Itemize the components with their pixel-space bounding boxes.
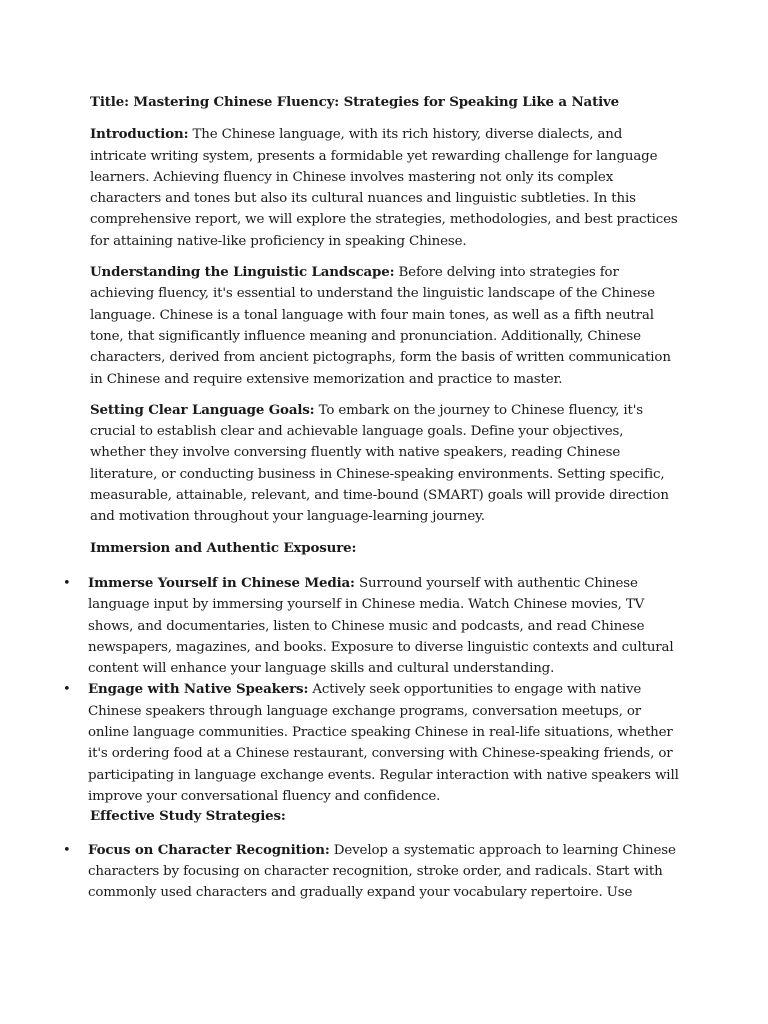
landscape-paragraph	[90, 262, 680, 390]
immersion-heading: Immersion and Authentic Exposure:	[90, 539, 357, 556]
bullet-icon: •	[63, 575, 71, 591]
list-item	[63, 679, 680, 807]
landscape-lead: Understanding the Linguistic Landscape:	[90, 264, 395, 281]
list-item-lead: Immerse Yourself in Chinese Media:	[88, 574, 355, 591]
study-list	[63, 840, 680, 904]
goals-body: To embark on the journey to Chinese fluency, it's crucial to establish clear and achievable language goals. Define your objectives, whether they involve conversing fluently with native speakers, reading Chinese literature, or conducting business in Chinese-speaking environments. Setting specific, measurable, attainable, relevant, and time-bound (SMART) goals will provide direction and motivation throughout your language-learning journey.	[90, 402, 669, 525]
document-title: Title: Mastering Chinese Fluency: Strategies for Speaking Like a Native	[90, 94, 620, 110]
list-item-body: Actively seek opportunities to engage with native Chinese speakers through language exchange programs, conversation meetups, or online language communities. Practice speaking Chinese in real-life situations, whether it's ordering food at a Chinese restaurant, conversing with Chinese-speaking friends, or participating in language exchange events. Regular interaction with native speakers will improve your conversational fluency and confidence.	[88, 682, 679, 804]
bullet-icon: •	[63, 682, 71, 698]
intro-lead: Introduction:	[90, 126, 189, 143]
list-item-lead: Engage with Native Speakers:	[88, 681, 309, 698]
bullet-icon: •	[63, 842, 71, 858]
intro-paragraph	[90, 124, 680, 252]
list-item-lead: Focus on Character Recognition:	[88, 841, 330, 858]
landscape-body: Before delving into strategies for achieving fluency, it's essential to understand the linguistic landscape of the Chinese language. Chinese is a tonal language with four main tones, as well as a fifth neutral tone, that significantly influence meaning and pronunciation. Additionally, Chinese characters, derived from ancient pictographs, form the basis of written communication in Chinese and require extensive memorization and practice to master.	[90, 265, 671, 387]
document-body	[63, 92, 680, 903]
list-item	[63, 573, 680, 679]
study-heading: Effective Study Strategies:	[90, 808, 286, 825]
intro-body: The Chinese language, with its rich history, diverse dialects, and intricate writing system, presents a formidable yet rewarding challenge for language learners. Achieving fluency in Chinese involves mastering not only its complex characters and tones but also its cultural nuances and linguistic subtleties. In this comprehensive report, we will explore the strategies, methodologies, and best practices for attaining native-like proficiency in speaking Chinese.	[90, 127, 678, 249]
list-item-body: Surround yourself with authentic Chinese language input by immersing yourself in Chinese media. Watch Chinese movies, TV shows, and documentaries, listen to Chinese music and podcasts, and read Chinese newspapers, magazines, and books. Exposure to diverse linguistic contexts and cultural content will enhance your language skills and cultural understanding.	[88, 575, 674, 677]
list-item	[63, 840, 680, 904]
list-item-body: Develop a systematic approach to learning Chinese characters by focusing on character recognition, stroke order, and radicals. Start with commonly used characters and gradually expand your vocabulary repertoire. Use	[88, 842, 676, 901]
immersion-list	[63, 573, 680, 807]
goals-paragraph	[90, 400, 680, 528]
goals-lead: Setting Clear Language Goals:	[90, 401, 315, 418]
